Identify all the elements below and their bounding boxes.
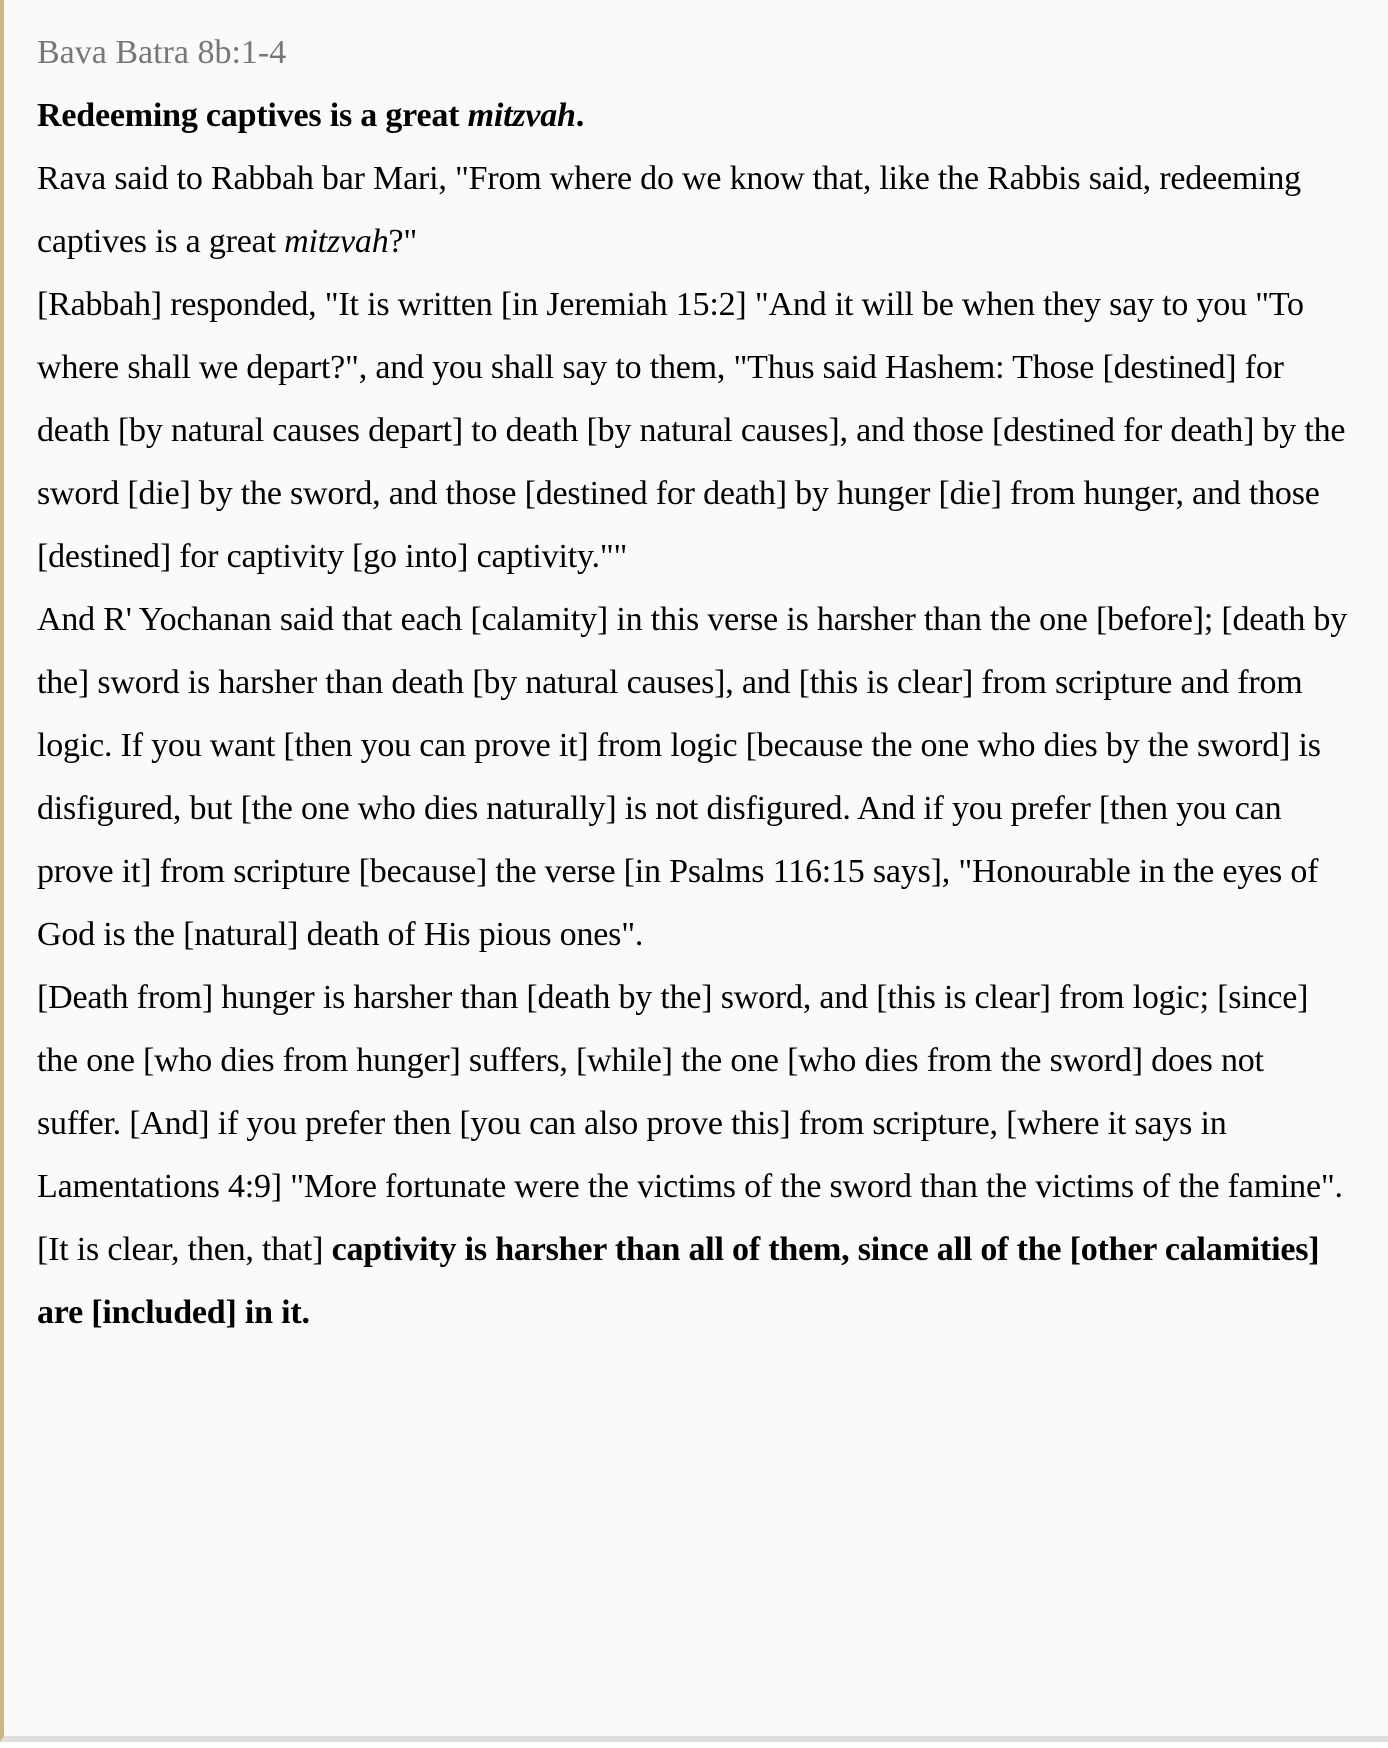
- paragraph-text-end: ?": [388, 223, 418, 260]
- paragraph-text: Rava said to Rabbah bar Mari, "From where do we know that, like the Rabbis said, redeeming captives is a great: [37, 160, 1301, 260]
- title-text: Redeeming captives is a great: [37, 97, 468, 134]
- source-reference[interactable]: Bava Batra 8b:1-4: [37, 34, 287, 71]
- paragraph-yochanan-sword: And R' Yochanan said that each [calamity] in this verse is harsher than the one [before]; [death by the] sword is harsher than death [by natural causes], and [this is clear] from scripture and from logic. If you want [then you can prove it] from logic [because the one who dies by the sword] is disfigured, but [the one who dies naturally] is not disfigured. And if you prefer [then you can prove it] from scripture [because] the verse [in Psalms 116:15 says], "Honourable in the eyes of God is the [natural] death of His pious ones".: [37, 601, 1348, 953]
- paragraph-conclusion: [37, 1218, 1348, 1344]
- paragraph-hunger: [Death from] hunger is harsher than [death by the] sword, and [this is clear] from logic; [since] the one [who dies from hunger] suffers, [while] the one [who dies from the sword] does not suffer. [And] if you prefer then [you can also prove this] from scripture, [where it says in Lamentations 4:9] "More fortunate were the victims of the sword than the victims of the famine".: [37, 979, 1343, 1205]
- section-title: [37, 84, 1348, 147]
- paragraph-rabbah-response: [Rabbah] responded, "It is written [in Jeremiah 15:2] "And it will be when they say to you "To where shall we depart?", and you shall say to them, "Thus said Hashem: Those [destined] for death [by natural causes depart] to death [by natural causes], and those [destined for death] by the sword [die] by the sword, and those [destined for death] by hunger [die] from hunger, and those [destined] for captivity [go into] captivity."": [37, 286, 1346, 575]
- paragraph-rava-question: [37, 147, 1348, 273]
- conclusion-bold: captivity is harsher than all of them, since all of the [other calamities] are [included] in it.: [37, 1231, 1320, 1331]
- title-italic-term: mitzvah: [467, 97, 576, 134]
- title-end: .: [575, 97, 585, 134]
- italic-term: mitzvah: [284, 223, 389, 260]
- conclusion-lead: [It is clear, then, that]: [37, 1231, 332, 1268]
